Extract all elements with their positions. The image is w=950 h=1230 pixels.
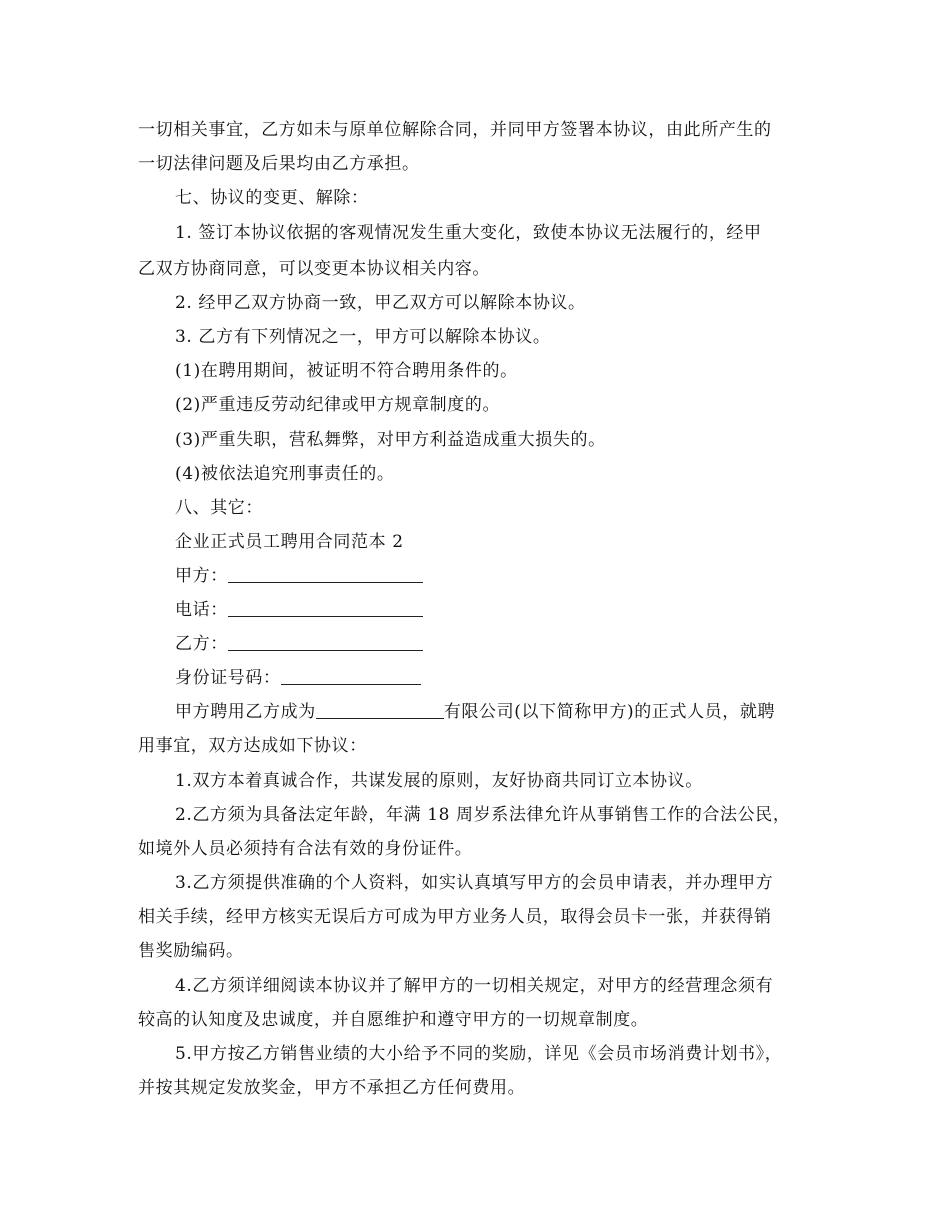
hire-sentence [175, 701, 775, 723]
clause-line: 售奖励编码。 [138, 941, 244, 961]
clause-line: 并按其规定发放奖金，甲方不承担乙方任何费用。 [138, 1078, 526, 1098]
list-item: (3)严重失职，营私舞弊，对甲方利益造成重大损失的。 [175, 430, 606, 450]
id-number-field [175, 667, 421, 689]
paragraph-line: 3. 乙方有下列情况之一，甲方可以解除本协议。 [175, 327, 551, 347]
paragraph-line: 2. 经甲乙双方协商一致，甲乙双方可以解除本协议。 [175, 293, 586, 313]
phone-field [175, 599, 423, 621]
id-number-label: 身份证号码： [175, 668, 281, 688]
clause-line: 3.乙方须提供准确的个人资料，如实认真填写甲方的会员申请表，并办理甲方 [175, 873, 774, 893]
clause-line: 4.乙方须详细阅读本协议并了解甲方的一切相关规定，对甲方的经营理念须有 [175, 976, 774, 996]
party-a-label: 甲方： [175, 566, 228, 586]
list-item: (2)严重违反劳动纪律或甲方规章制度的。 [175, 395, 501, 415]
hire-sentence-start: 甲方聘用乙方成为 [175, 702, 316, 722]
section-heading: 七、协议的变更、解除： [175, 188, 369, 208]
id-number-blank [281, 668, 421, 685]
list-item: (4)被依法追究刑事责任的。 [175, 464, 395, 484]
clause-line: 1.双方本着真诚合作，共谋发展的原则，友好协商共同订立本协议。 [175, 771, 703, 791]
list-item: (1)在聘用期间，被证明不符合聘用条件的。 [175, 361, 518, 381]
paragraph-line: 1. 签订本协议依据的客观情况发生重大变化，致使本协议无法履行的，经甲 [175, 223, 762, 243]
clause-line: 较高的认知度及忠诚度，并自愿维护和遵守甲方的一切规章制度。 [138, 1010, 649, 1030]
section-heading: 八、其它： [175, 498, 263, 518]
clause-line: 5.甲方按乙方销售业绩的大小给予不同的奖励，详见《会员市场消费计划书》， [175, 1044, 783, 1064]
party-a-blank [228, 566, 423, 583]
document-subtitle: 企业正式员工聘用合同范本 2 [175, 532, 404, 552]
hire-sentence-end: 有限公司(以下简称甲方)的正式人员，就聘 [443, 702, 776, 722]
paragraph-line: 一切法律问题及后果均由乙方承担。 [138, 154, 420, 174]
paragraph-line: 一切相关事宜，乙方如未与原单位解除合同，并同甲方签署本协议，由此所产生的 [138, 120, 772, 140]
clause-line: 如境外人员必须持有合法有效的身份证件。 [138, 839, 473, 859]
party-b-label: 乙方： [175, 634, 228, 654]
company-name-blank [316, 702, 444, 719]
phone-blank [228, 600, 423, 617]
party-b-blank [228, 634, 423, 651]
clause-line: 相关手续，经甲方核实无误后方可成为甲方业务人员，取得会员卡一张，并获得销 [138, 907, 772, 927]
party-a-field [175, 565, 423, 587]
phone-label: 电话： [175, 600, 228, 620]
paragraph-line: 乙双方协商同意，可以变更本协议相关内容。 [138, 259, 490, 279]
paragraph-line: 用事宜，双方达成如下协议： [138, 736, 367, 756]
party-b-field [175, 633, 423, 655]
clause-line: 2.乙方须为具备法定年龄，年满 18 周岁系法律允许从事销售工作的合法公民， [175, 805, 791, 825]
